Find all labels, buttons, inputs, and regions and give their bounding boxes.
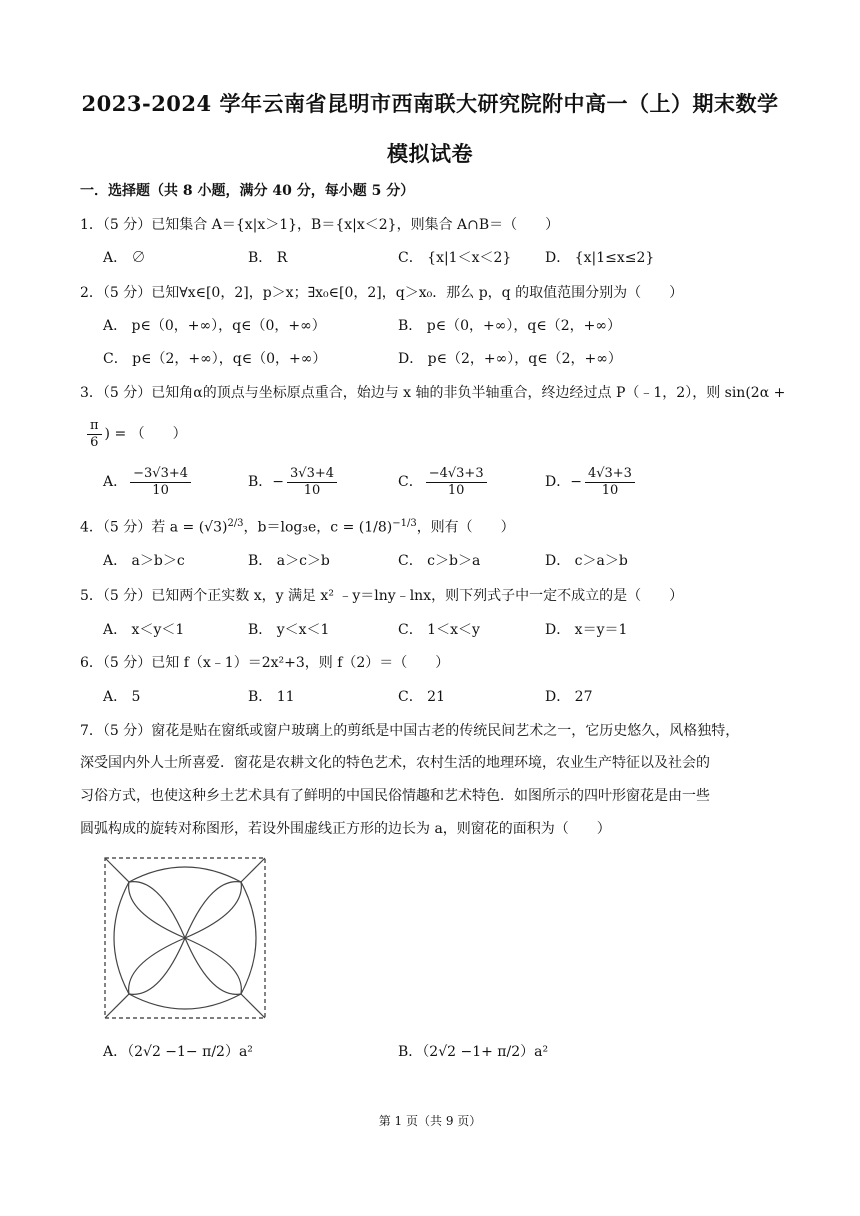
q3-option-c: C． $\frac{-4√3+3}{10}$ (398, 462, 490, 502)
fraction: $\frac{\pi}{6}$ (87, 418, 102, 451)
q4-option-c: C． c＞b＞a (398, 553, 481, 569)
q2-option-d: D． p∈（2，+∞），q∈（2，+∞） (398, 351, 622, 367)
q7-option-b: B．（2√2 −1+ π/2）a² (398, 1044, 549, 1060)
page-title-line1: 2023-2024 学年云南省昆明市西南联大研究院附中高一（上）期末数学 (81, 91, 779, 116)
section-heading: 一．选择题（共 8 小题，满分 40 分，每小题 5 分） (80, 183, 415, 199)
flower-arcs (105, 858, 265, 1018)
q5-option-a: A． x＜y＜1 (103, 622, 185, 638)
q2-option-c: C． p∈（2，+∞），q∈（0，+∞） (103, 351, 327, 367)
page-footer: 第 1 页（共 9 页） (378, 1114, 482, 1128)
window-flower-figure (104, 857, 266, 1019)
question-7-line1: 7．（5 分）窗花是贴在窗纸或窗户玻璃上的剪纸是中国古老的传统民间艺术之一，它历史悠久，风格独特， (80, 723, 740, 739)
q5-option-d: D． x＝y＝1 (545, 622, 628, 638)
q4-option-d: D． c＞a＞b (545, 553, 628, 569)
question-7-line3: 习俗方式，也使这种乡土艺术具有了鲜明的中国民俗情趣和艺术特色．如图所示的四叶形窗花是由一些 (80, 788, 710, 804)
q5-option-b: B． y＜x＜1 (248, 622, 330, 638)
q3-option-a: A． $\frac{-3√3+4}{10}$ (103, 462, 194, 502)
q3-option-b: B．− $\frac{3√3+4}{10}$ (248, 462, 340, 502)
question-7-line2: 深受国内外人士所喜爱．窗花是农耕文化的特色艺术，农村生活的地理环境，农业生产特征以及社会的 (80, 755, 710, 771)
question-1-stem: 1．（5 分）已知集合 A＝{x|x＞1}，B＝{x|x＜2}，则集合 A∩B＝（ ） (80, 217, 560, 233)
q3-option-d: D．− $\frac{4√3+3}{10}$ (545, 462, 638, 502)
q6-option-a: A． 5 (103, 689, 141, 705)
page-title-line2: 模拟试卷 (387, 141, 473, 166)
q2-option-a: A． p∈（0，+∞），q∈（0，+∞） (103, 318, 326, 334)
question-2-stem: 2．（5 分）已知∀x∈[0，2]，p＞x；∃x₀∈[0，2]，q＞x₀．那么 p，q 的取值范围分别为（ ） (80, 285, 684, 301)
q6-option-d: D． 27 (545, 689, 593, 705)
question-6-stem: 6．（5 分）已知 f（x﹣1）＝2x²+3，则 f（2）＝（ ） (80, 655, 450, 671)
q1-option-a: A． ∅ (103, 250, 146, 266)
q1-option-c: C． {x|1＜x＜2} (398, 250, 512, 266)
question-7-line4: 圆弧构成的旋转对称图形，若设外围虚线正方形的边长为 a，则窗花的面积为（ ） (80, 821, 611, 837)
q6-option-b: B． 11 (248, 689, 295, 705)
question-3-stem-line2: $\frac{\pi}{6}$ ) = （ ） (84, 414, 187, 454)
q4-option-a: A． a＞b＞c (103, 553, 185, 569)
question-4-stem: 4．（5 分）若 $a = (√3)^{2/3}$，b＝log₃e，$c = (1/8)^{-1/3}$，则有（ ） (80, 518, 515, 536)
q4-option-b: B． a＞c＞b (248, 553, 330, 569)
question-3-stem-line1: 3．（5 分）已知角α的顶点与坐标原点重合，始边与 x 轴的非负半轴重合，终边经过点 P（﹣1，2），则 sin(2α + (80, 385, 786, 401)
q1-option-d: D． {x|1≤x≤2} (545, 250, 655, 266)
question-5-stem: 5．（5 分）已知两个正实数 x，y 满足 x² ﹣y＝lny﹣lnx，则下列式子中一定不成立的是（ ） (80, 588, 684, 604)
q7-option-a: A．（2√2 −1− π/2）a² (103, 1044, 253, 1060)
q5-option-c: C． 1＜x＜y (398, 622, 480, 638)
q6-option-c: C． 21 (398, 689, 445, 705)
q2-option-b: B． p∈（0，+∞），q∈（2，+∞） (398, 318, 621, 334)
q1-option-b: B． R (248, 250, 288, 266)
